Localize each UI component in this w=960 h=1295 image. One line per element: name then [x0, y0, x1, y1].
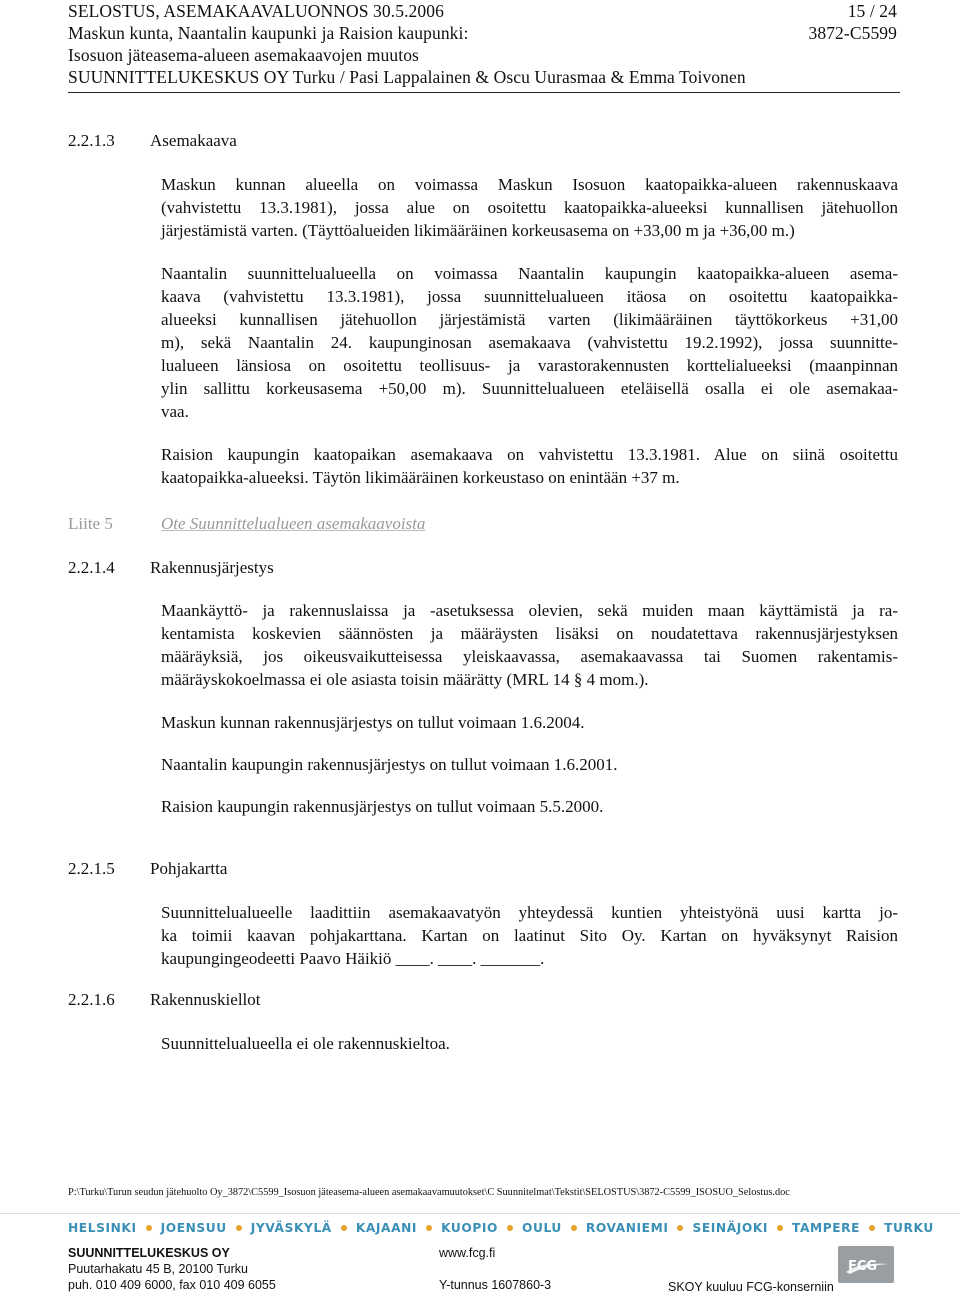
- separator-dot-icon: [571, 1225, 577, 1231]
- city-joensuu: JOENSUU: [160, 1221, 227, 1235]
- separator-dot-icon: [426, 1225, 432, 1231]
- city-rovaniemi: ROVANIEMI: [585, 1221, 669, 1235]
- text-line: Raision kaupungin kaatopaikan asemakaava on vahvistettu 13.3.1981. Alue on siinä osoitettu: [161, 445, 898, 464]
- city-helsinki: HELSINKI: [68, 1221, 137, 1235]
- text-line: kaava (vahvistettu 13.3.1981), jossa suunnittelualueen itäosa on osoitettu kaatopaikka-: [161, 287, 898, 306]
- city-turku: TURKU: [884, 1221, 934, 1235]
- text-line: ka toimii kaavan pohjakarttana. Kartan on laatinut Sito Oy. Kartan on hyväksynyt Raision: [161, 926, 898, 945]
- header-municipalities: Maskun kunta, Naantalin kaupunki ja Raision kaupunki:: [68, 23, 469, 43]
- separator-dot-icon: [236, 1225, 242, 1231]
- footer-skoy: SKOY kuuluu FCG-konserniin: [668, 1280, 834, 1294]
- text-line: alueeksi kunnallisen jätehuollon järjestämistä varten (likimääräinen täyttökorkeus +31,00: [161, 310, 898, 329]
- header-document-title: SELOSTUS, ASEMAKAAVALUONNOS 30.5.2006: [68, 1, 444, 21]
- section-title-pohjakartta: Pohjakartta: [150, 859, 228, 878]
- section-title-rakennusjarjestys: Rakennusjärjestys: [150, 558, 274, 577]
- section-title-asemakaava: Asemakaava: [150, 131, 237, 150]
- text-line: (vahvistettu 13.3.1981), jossa alue on osoitettu kaatopaikka-alueeksi kunnallisen jätehuollon: [161, 198, 898, 217]
- city-oulu: OULU: [521, 1221, 562, 1235]
- text-line: kaatopaikka-alueeksi. Täytön likimääräinen korkeustaso on enintään +37 m.: [161, 468, 680, 487]
- header-line-1: [68, 0, 900, 22]
- section-title-rakennuskiellot: Rakennuskiellot: [150, 990, 261, 1009]
- paragraph-rakennusjarjestys-intro: [161, 599, 898, 691]
- separator-dot-icon: [677, 1225, 683, 1231]
- separator-dot-icon: [507, 1225, 513, 1231]
- city-kuopio: KUOPIO: [441, 1221, 498, 1235]
- separator-dot-icon: [341, 1225, 347, 1231]
- file-path: P:\Turku\Turun seudun jätehuolto Oy_3872\C5599_Isosuon jäteasema-alueen asemakaavamuutokset\C Suunnitelmat\Tekstit\SELOSTUS\3872-C5599_ISOSUO_Selostus.doc: [68, 1187, 790, 1198]
- text-line: m), sekä Naantalin 24. kaupunginosan asemakaava (vahvistettu 19.2.1992), jossa suunnitte-: [161, 333, 898, 352]
- text-line: Maankäyttö- ja rakennuslaissa ja -asetuksessa olevien, sekä muiden maan käyttämistä ja ra-: [161, 601, 898, 620]
- city-jyv-skyl-: JYVÄSKYLÄ: [250, 1221, 332, 1235]
- text-line: ylin sallittu korkeusasema +50,00 m). Suunnittelualueen eteläisellä osalla ei ole asemakaa-: [161, 379, 898, 398]
- paragraph-raisio-rakennusjarjestys: Raision kaupungin rakennusjärjestys on tullut voimaan 5.5.2000.: [161, 797, 604, 816]
- city-tampere: TAMPERE: [792, 1221, 861, 1235]
- footer-address: Puutarhakatu 45 B, 20100 Turku: [68, 1262, 248, 1276]
- text-line: järjestämistä varten. (Täyttöalueiden likimääräinen korkeusasema on +33,00 m ja +36,00 m.): [161, 221, 795, 240]
- paragraph-naantali-rakennusjarjestys: Naantalin kaupungin rakennusjärjestys on tullut voimaan 1.6.2001.: [161, 755, 618, 774]
- appendix-label: Liite 5: [68, 514, 113, 533]
- text-line: lualueen länsiosa on osoitettu teollisuus- ja varastorakennusten korttelialueeksi (maanpinnan: [161, 356, 898, 375]
- paragraph-naantali-asemakaava: [161, 262, 898, 423]
- section-number-2213: 2.2.1.3: [68, 131, 115, 150]
- section-number-2216: 2.2.1.6: [68, 990, 115, 1009]
- paragraph-raisio-asemakaava: [161, 443, 898, 489]
- separator-dot-icon: [146, 1225, 152, 1231]
- text-line: Naantalin suunnittelualueella on voimassa Naantalin kaupungin kaatopaikka-alueen asema-: [161, 264, 898, 283]
- text-line: kaupungingeodeetti Paavo Häikiö ____. ____. _______.: [161, 949, 545, 968]
- city-sein-joki: SEINÄJOKI: [692, 1221, 768, 1235]
- text-line: määräyskokoelmassa ei ole asiasta toisin määrätty (MRL 14 § 4 mom.).: [161, 670, 649, 689]
- text-line: Maskun kunnan alueella on voimassa Maskun Isosuon kaatopaikka-alueen rakennuskaava: [161, 175, 898, 194]
- paragraph-rakennuskiellot: Suunnittelualueella ei ole rakennuskieltoa.: [161, 1034, 450, 1053]
- section-number-2215: 2.2.1.5: [68, 859, 115, 878]
- text-line: määräyksiä, jos oikeusvaikutteisessa yleiskaavassa, asemakaavassa tai Suomen rakentamis-: [161, 647, 898, 666]
- footer-phone: puh. 010 409 6000, fax 010 409 6055: [68, 1278, 276, 1292]
- header-line-3: Isosuon jäteasema-alueen asemakaavojen muutos: [68, 45, 419, 65]
- city-kajaani: KAJAANI: [355, 1221, 418, 1235]
- text-line: kentamista koskevien säännösten ja määräysten lisäksi on noudatettava rakennusjärjestyksen: [161, 624, 898, 643]
- header-line-4: SUUNNITTELUKESKUS OY Turku / Pasi Lappalainen & Oscu Uurasmaa & Emma Toivonen: [68, 67, 746, 87]
- section-number-2214: 2.2.1.4: [68, 558, 115, 577]
- footer-divider: [0, 1213, 960, 1214]
- office-cities: [68, 1221, 934, 1239]
- fcg-logo-icon: [838, 1246, 894, 1283]
- paragraph-masku-asemakaava: [161, 173, 898, 242]
- footer-company: SUUNNITTELUKESKUS OY: [68, 1246, 230, 1260]
- footer-website[interactable]: www.fcg.fi: [439, 1246, 496, 1260]
- separator-dot-icon: [869, 1225, 875, 1231]
- separator-dot-icon: [777, 1225, 783, 1231]
- logo-text: FCG: [848, 1259, 878, 1274]
- footer-ytunnus: Y-tunnus 1607860-3: [439, 1278, 552, 1292]
- paragraph-pohjakartta: [161, 901, 898, 970]
- header-project-code: 3872-C5599: [808, 23, 897, 43]
- page-header: [68, 0, 900, 88]
- text-line: Suunnittelualueelle laadittiin asemakaavatyön yhteydessä kuntien yhteistyönä uusi kartta jo-: [161, 903, 898, 922]
- text-line: vaa.: [161, 402, 189, 421]
- header-line-2: [68, 22, 900, 44]
- header-page-number: 15 / 24: [847, 1, 897, 21]
- header-divider: [68, 92, 900, 93]
- paragraph-masku-rakennusjarjestys: Maskun kunnan rakennusjärjestys on tullut voimaan 1.6.2004.: [161, 713, 585, 732]
- appendix-link[interactable]: Ote Suunnittelualueen asemakaavoista: [161, 514, 426, 533]
